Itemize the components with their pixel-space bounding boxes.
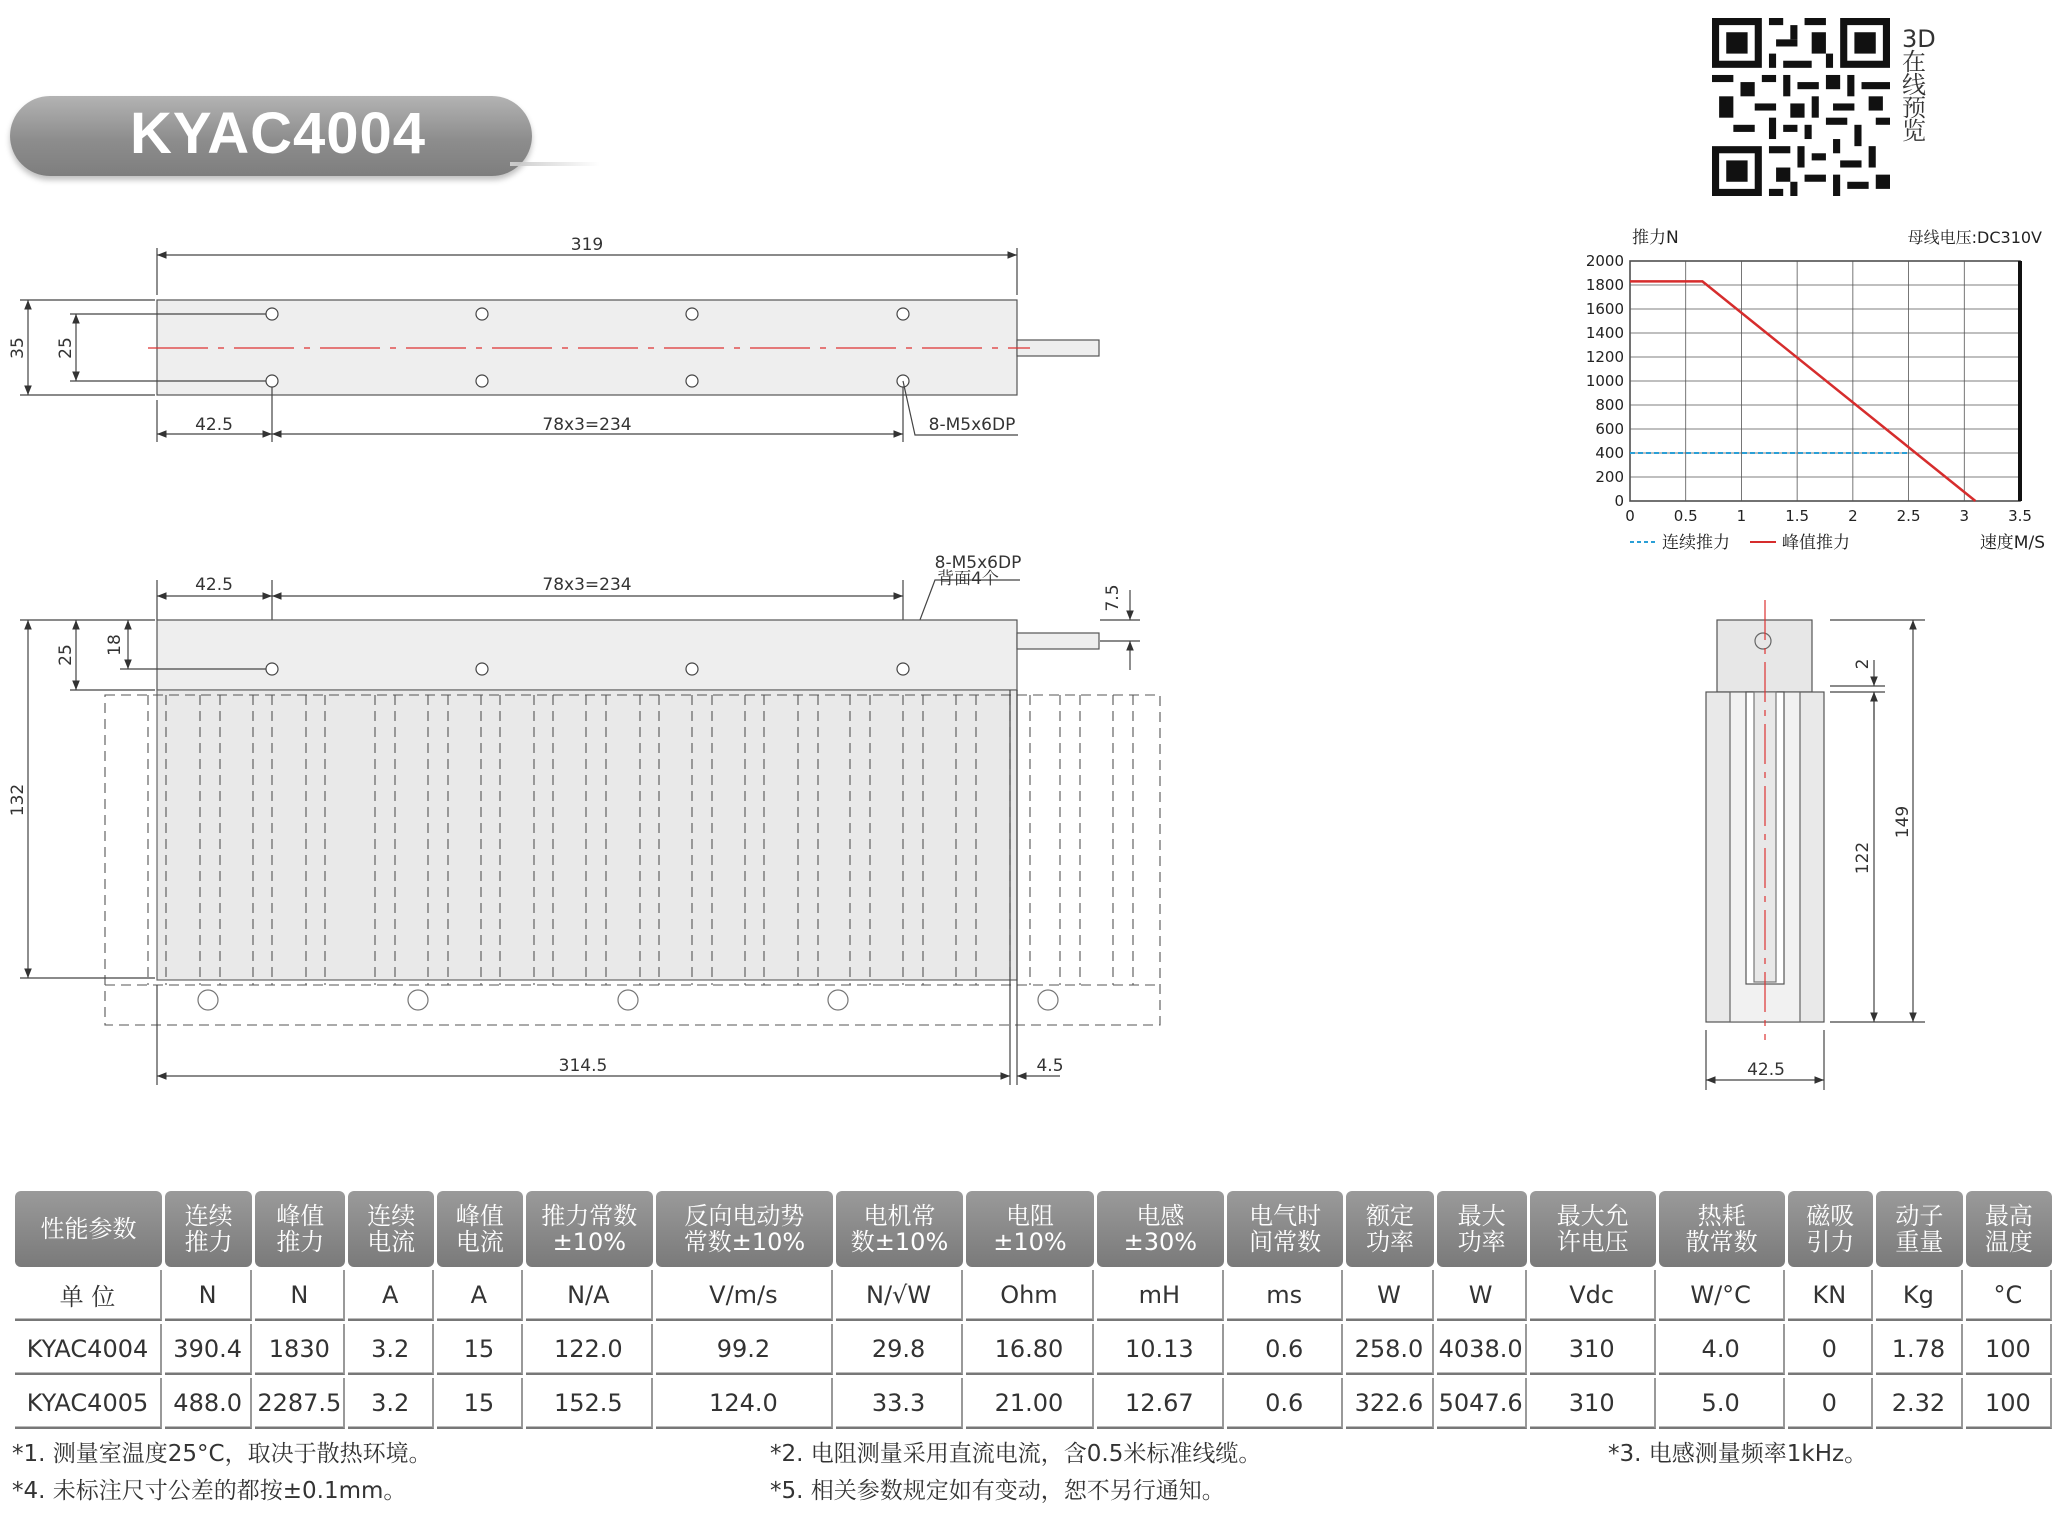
- note-1: *1. 测量室温度25°C，取决于散热环境。: [12, 1441, 432, 1467]
- spec-cell: 124.0: [656, 1378, 833, 1429]
- chart-y-tick-label: 400: [1595, 444, 1624, 462]
- force-speed-chart: [1580, 225, 2050, 560]
- spec-cell: Kg: [1876, 1270, 1963, 1321]
- side-view-drawing: [20, 580, 1160, 1085]
- spec-row: [15, 1324, 2052, 1375]
- chart-y-tick-label: 1400: [1585, 324, 1624, 342]
- spec-cell: 99.2: [656, 1324, 833, 1375]
- chart-x-tick-label: 1: [1736, 507, 1747, 525]
- dim-side-gap: 4.5: [1036, 1056, 1064, 1076]
- spec-cell: 1830: [255, 1324, 345, 1375]
- spec-cell: mH: [1097, 1270, 1224, 1321]
- spec-cell: 5.0: [1659, 1378, 1785, 1429]
- spec-cell: 310: [1530, 1378, 1656, 1429]
- spec-header-cell: 最高 温度: [1966, 1191, 2052, 1267]
- spec-header-cell: 连续 推力: [165, 1191, 252, 1267]
- dim-end-width: 42.5: [1747, 1060, 1785, 1080]
- spec-cell: 258.0: [1346, 1324, 1433, 1375]
- top-hole-callout: 8-M5x6DP: [928, 415, 1016, 435]
- spec-cell: W: [1437, 1270, 1527, 1321]
- spec-cell: 21.00: [966, 1378, 1093, 1429]
- chart-series-line: [1630, 281, 1975, 501]
- dim-top-length: 319: [570, 235, 604, 255]
- spec-header-cell: 热耗 散常数: [1659, 1191, 1785, 1267]
- spec-cell: 3.2: [348, 1324, 434, 1375]
- spec-header-cell: 电机常 数±10%: [836, 1191, 963, 1267]
- chart-x-tick-label: 3: [1959, 507, 1970, 525]
- spec-cell: A: [437, 1270, 522, 1321]
- spec-cell: °C: [1966, 1270, 2052, 1321]
- spec-cell: 100: [1966, 1378, 2052, 1429]
- spec-header-cell: 推力常数 ±10%: [526, 1191, 653, 1267]
- spec-cell: Vdc: [1530, 1270, 1656, 1321]
- spec-cell: 12.67: [1097, 1378, 1224, 1429]
- chart-x-tick-label: 2: [1848, 507, 1858, 525]
- dim-end-2: 2: [1853, 658, 1873, 670]
- spec-cell: 2287.5: [255, 1378, 345, 1429]
- spec-cell: 488.0: [165, 1378, 252, 1429]
- spec-header-cell: 峰值 推力: [255, 1191, 345, 1267]
- spec-cell: 100: [1966, 1324, 2052, 1375]
- chart-y-tick-label: 0: [1614, 492, 1624, 510]
- spec-cell: 5047.6: [1437, 1378, 1527, 1429]
- chart-y-tick-label: 1000: [1585, 372, 1624, 390]
- dim-top-height: 35: [8, 337, 28, 359]
- spec-header-cell: 电阻 ±10%: [966, 1191, 1093, 1267]
- chart-y-tick-label: 800: [1595, 396, 1624, 414]
- note-5: *5. 相关参数规定如有变动，恕不另行通知。: [770, 1478, 1225, 1504]
- spec-header-cell: 动子 重量: [1876, 1191, 1963, 1267]
- spec-cell: 15: [437, 1324, 522, 1375]
- chart-x-tick-label: 3.5: [2008, 507, 2032, 525]
- spec-cell: 15: [437, 1378, 522, 1429]
- dim-side-pitch: 78x3=234: [542, 575, 632, 595]
- spec-cell: N: [165, 1270, 252, 1321]
- spec-cell: KYAC4004: [15, 1324, 162, 1375]
- spec-cell: A: [348, 1270, 434, 1321]
- side-hole-callout-2: 背面4个: [937, 569, 999, 589]
- chart-y-tick-label: 200: [1595, 468, 1624, 486]
- spec-header-cell: 最大允 许电压: [1530, 1191, 1656, 1267]
- chart-legend: [1630, 533, 1850, 553]
- spec-cell: 122.0: [526, 1324, 653, 1375]
- chart-legend-label: 连续推力: [1662, 533, 1730, 553]
- dim-end-122: 122: [1853, 841, 1873, 875]
- spec-cell: 322.6: [1346, 1378, 1433, 1429]
- spec-cell: N/A: [526, 1270, 653, 1321]
- spec-header-row: [15, 1191, 2052, 1267]
- spec-header-cell: 电气时 间常数: [1227, 1191, 1343, 1267]
- spec-cell: 0: [1788, 1324, 1874, 1375]
- dim-side-25: 25: [56, 644, 76, 666]
- spec-cell: N/√W: [836, 1270, 963, 1321]
- spec-cell: W/°C: [1659, 1270, 1785, 1321]
- spec-table: [12, 1188, 2055, 1432]
- note-3: *3. 电感测量频率1kHz。: [1608, 1441, 1868, 1467]
- spec-cell: 单 位: [15, 1270, 162, 1321]
- spec-cell: 4.0: [1659, 1324, 1785, 1375]
- spec-cell: 0.6: [1227, 1324, 1343, 1375]
- chart-x-tick-label: 1.5: [1785, 507, 1810, 525]
- chart-legend-label: 峰值推力: [1782, 533, 1850, 553]
- spec-cell: ms: [1227, 1270, 1343, 1321]
- side-hole-callout-1: 8-M5x6DP: [934, 553, 1022, 573]
- chart-y-tick-label: 1600: [1585, 300, 1624, 318]
- dim-end-149: 149: [1893, 805, 1913, 839]
- model-title: KYAC4004: [130, 101, 427, 166]
- spec-cell: KYAC4005: [15, 1378, 162, 1429]
- note-2: *2. 电阻测量采用直流电流，含0.5米标准线缆。: [770, 1441, 1262, 1467]
- spec-cell: 10.13: [1097, 1324, 1224, 1375]
- spec-header-cell: 连续 电流: [348, 1191, 434, 1267]
- dim-side-132: 132: [8, 783, 28, 817]
- spec-header-cell: 峰值 电流: [437, 1191, 522, 1267]
- chart-x-ticks: [1625, 507, 2032, 525]
- spec-row: [15, 1270, 2052, 1321]
- spec-cell: 390.4: [165, 1324, 252, 1375]
- spec-header-cell: 最大 功率: [1437, 1191, 1527, 1267]
- spec-cell: 29.8: [836, 1324, 963, 1375]
- spec-row: [15, 1378, 2052, 1429]
- spec-cell: W: [1346, 1270, 1433, 1321]
- spec-header-cell: 反向电动势 常数±10%: [656, 1191, 833, 1267]
- dim-top-hole-spacing: 25: [56, 337, 76, 359]
- dim-side-shaft: 7.5: [1103, 584, 1123, 612]
- spec-cell: 33.3: [836, 1378, 963, 1429]
- chart-y-tick-label: 1200: [1585, 348, 1624, 366]
- chart-x-tick-label: 0: [1625, 507, 1635, 525]
- chart-series: [1630, 281, 1975, 501]
- spec-cell: 3.2: [348, 1378, 434, 1429]
- chart-y-tick-label: 1800: [1585, 276, 1624, 294]
- chart-y-tick-label: 2000: [1585, 252, 1624, 270]
- top-view-drawing: [20, 248, 1099, 442]
- spec-cell: N: [255, 1270, 345, 1321]
- chart-x-tick-label: 2.5: [1896, 507, 1921, 525]
- chart-y-tick-label: 600: [1595, 420, 1624, 438]
- spec-header-cell: 性能参数: [15, 1191, 162, 1267]
- dim-side-length: 314.5: [558, 1056, 608, 1076]
- chart-annotation: 母线电压:DC310V: [1907, 228, 2042, 247]
- dim-side-offset: 42.5: [195, 575, 233, 595]
- dim-side-18: 18: [105, 634, 125, 656]
- chart-xlabel: 速度M/S: [1979, 533, 2045, 553]
- spec-header-cell: 额定 功率: [1346, 1191, 1433, 1267]
- chart-y-ticks: [1586, 252, 1624, 510]
- chart-x-tick-label: 0.5: [1673, 507, 1698, 525]
- spec-cell: 0: [1788, 1378, 1874, 1429]
- end-view-drawing: [1706, 600, 1925, 1090]
- spec-cell: 2.32: [1876, 1378, 1963, 1429]
- spec-header-cell: 磁吸 引力: [1788, 1191, 1874, 1267]
- spec-cell: 16.80: [966, 1324, 1093, 1375]
- dim-top-offset: 42.5: [195, 415, 233, 435]
- spec-cell: Ohm: [966, 1270, 1093, 1321]
- qr-label: 3D在线预览: [1902, 25, 1936, 145]
- spec-cell: 1.78: [1876, 1324, 1963, 1375]
- spec-cell: KN: [1788, 1270, 1874, 1321]
- spec-header-cell: 电感 ±30%: [1097, 1191, 1224, 1267]
- spec-cell: 310: [1530, 1324, 1656, 1375]
- chart-ylabel: 推力N: [1632, 228, 1679, 248]
- spec-cell: V/m/s: [656, 1270, 833, 1321]
- dim-top-pitch: 78x3=234: [542, 415, 632, 435]
- note-4: *4. 未标注尺寸公差的都按±0.1mm。: [12, 1478, 407, 1504]
- spec-cell: 152.5: [526, 1378, 653, 1429]
- spec-cell: 0.6: [1227, 1378, 1343, 1429]
- spec-cell: 4038.0: [1437, 1324, 1527, 1375]
